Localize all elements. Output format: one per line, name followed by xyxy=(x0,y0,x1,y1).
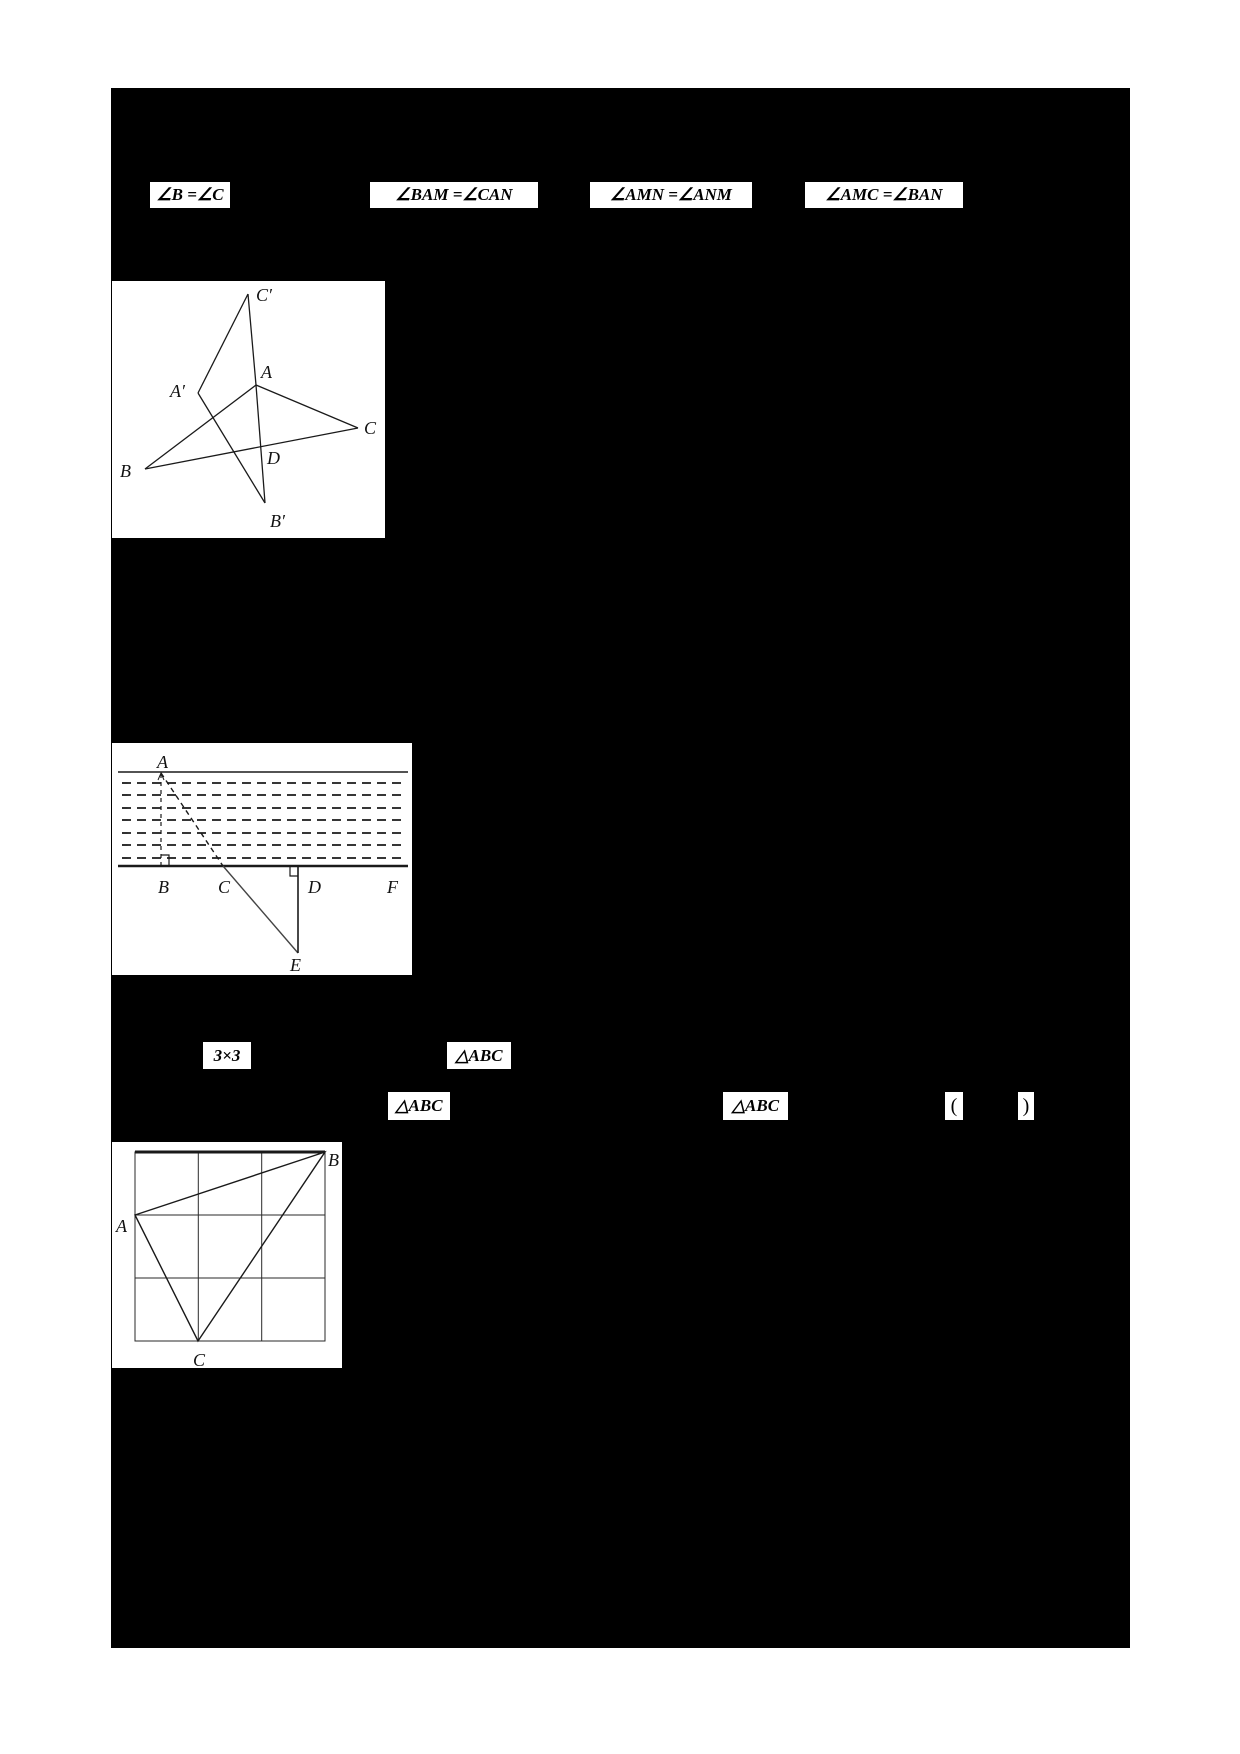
label-b: B xyxy=(120,461,131,481)
label-d: D xyxy=(308,877,321,897)
text-triangle-abc-2: △ABC xyxy=(388,1092,450,1120)
line-cprime-aprime xyxy=(198,294,248,393)
grid-lines xyxy=(135,1152,325,1341)
label-e: E xyxy=(290,955,301,975)
label-a: A xyxy=(157,752,168,772)
label-a-prime: A′ xyxy=(170,381,185,401)
figure3-svg xyxy=(112,1142,342,1368)
label-b: B xyxy=(158,877,169,897)
line-b-c xyxy=(145,428,358,469)
triangle-abc-outline xyxy=(135,1152,325,1341)
solid-diagonal-ce xyxy=(223,866,298,953)
label-c-prime: C′ xyxy=(256,285,272,305)
label-b: B xyxy=(328,1150,339,1170)
label-f: F xyxy=(387,877,398,897)
label-c: C xyxy=(364,418,377,438)
text-grid-size: 3×3 xyxy=(203,1042,251,1069)
figure-parallel-lines xyxy=(112,743,412,975)
content-area xyxy=(111,88,1130,1648)
label-c: C xyxy=(218,877,231,897)
dashed-parallel-lines xyxy=(122,783,406,858)
formula-angle-b-equals-c: ∠B =∠C xyxy=(150,182,230,208)
formula-angle-amn-equals-anm: ∠AMN =∠ANM xyxy=(590,182,752,208)
answer-paren-open: ( xyxy=(945,1092,963,1120)
answer-paren-close: ) xyxy=(1018,1092,1034,1120)
line-cprime-bprime xyxy=(248,294,265,503)
text-triangle-abc-1: △ABC xyxy=(447,1042,511,1069)
right-angle-marker-b xyxy=(161,855,169,866)
label-b-prime: B′ xyxy=(270,511,285,531)
label-c: C xyxy=(193,1350,206,1368)
label-a: A xyxy=(116,1216,127,1236)
figure-overlapping-triangles xyxy=(112,281,385,538)
figure1-svg xyxy=(112,281,385,538)
formula-angle-amc-equals-ban: ∠AMC =∠BAN xyxy=(805,182,963,208)
label-d: D xyxy=(267,448,280,468)
figure-grid-triangle xyxy=(112,1142,342,1368)
label-a: A xyxy=(261,362,272,382)
text-triangle-abc-3: △ABC xyxy=(723,1092,788,1120)
right-angle-marker-d xyxy=(290,866,298,876)
figure2-svg xyxy=(112,743,412,975)
formula-angle-bam-equals-can: ∠BAM =∠CAN xyxy=(370,182,538,208)
line-a-c xyxy=(256,385,358,428)
